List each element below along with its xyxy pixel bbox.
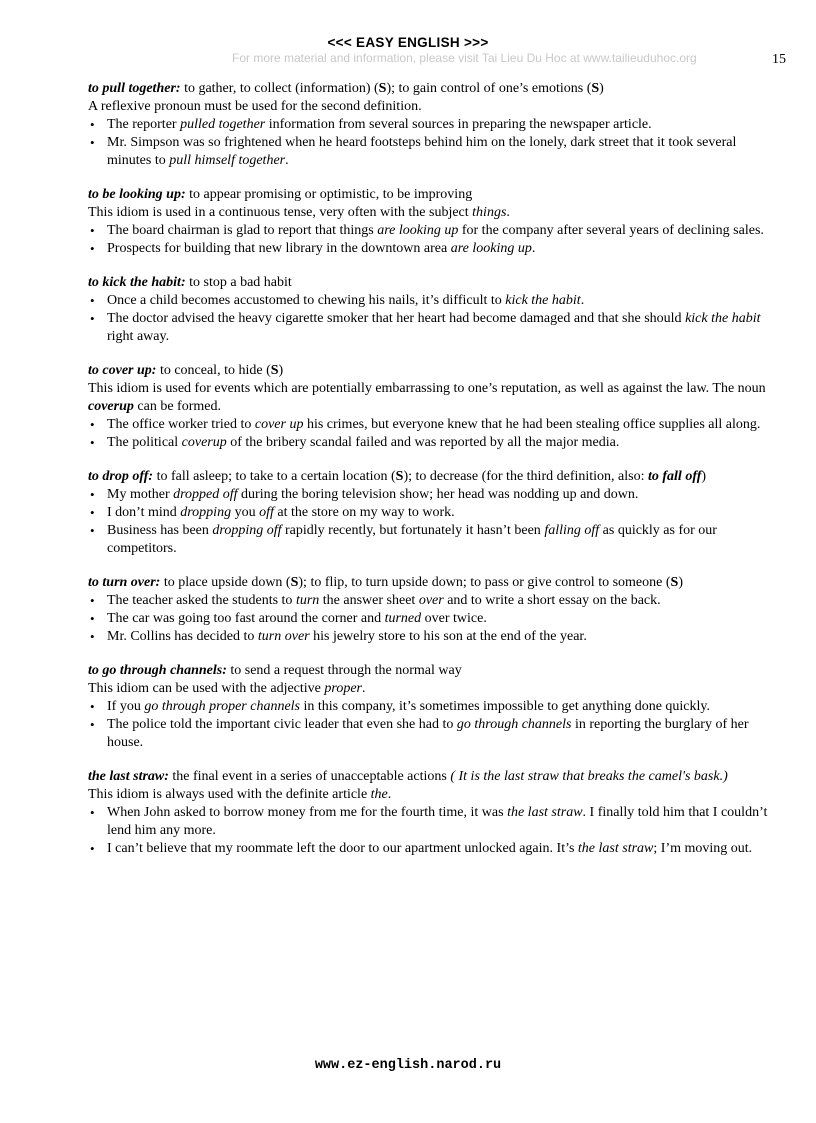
- text-segment: This idiom can be used with the adjective: [88, 681, 325, 696]
- italic-text: turn: [295, 593, 320, 608]
- italic-text: dropping: [180, 505, 232, 520]
- idiom-definition: [88, 274, 778, 292]
- idiom-entry: [88, 662, 778, 752]
- italic-text: things: [472, 205, 507, 220]
- italic-text: pull himself together: [169, 153, 286, 168]
- text-segment: .: [531, 241, 536, 256]
- idiom-definition: [88, 362, 778, 380]
- idiom-term: to cover up:: [88, 363, 157, 378]
- example-item: [88, 134, 778, 170]
- idiom-definition: [88, 662, 778, 680]
- example-item: [88, 504, 778, 522]
- text-segment: The car was going too fast around the corner and: [107, 611, 385, 626]
- italic-text: kick the habit: [685, 311, 761, 326]
- text-segment: information from several sources in preparing the newspaper article.: [265, 117, 652, 132]
- text-segment: in this company, it’s sometimes impossible to get anything done quickly.: [300, 699, 710, 714]
- italic-text: go through proper channels: [144, 699, 301, 714]
- text-segment: you: [231, 505, 260, 520]
- italic-text: cover up: [254, 417, 304, 432]
- italic-text: the last straw: [577, 841, 654, 856]
- footer-url-link[interactable]: www.ez-english.narod.ru: [314, 1058, 502, 1073]
- text-segment: .: [506, 205, 510, 220]
- bold-italic-text: coverup: [88, 399, 134, 414]
- idiom-definition: [88, 768, 778, 786]
- example-list: [88, 116, 778, 170]
- text-segment: .: [285, 153, 289, 168]
- idiom-term: to turn over:: [88, 575, 161, 590]
- text-segment: as quickly as for our competitors.: [107, 523, 717, 556]
- text-segment: ); to decrease (for the third definition, also:: [403, 469, 648, 484]
- bold-text: S: [591, 81, 600, 96]
- page-number: 15: [772, 52, 786, 67]
- italic-text: go through channels: [456, 717, 572, 732]
- text-segment: in reporting the burglary of her house.: [107, 717, 749, 750]
- text-segment: the final event in a series of unacceptable actions: [168, 769, 451, 784]
- example-item: [88, 610, 778, 628]
- example-list: [88, 416, 778, 452]
- bold-text: S: [270, 363, 279, 378]
- bold-text: S: [378, 81, 387, 96]
- bold-text: S: [395, 469, 404, 484]
- example-item: [88, 628, 778, 646]
- idiom-entry: [88, 768, 778, 858]
- italic-text: the last straw: [507, 805, 583, 820]
- text-segment: The doctor advised the heavy cigarette smoker that her heart had become damaged and that she should: [107, 311, 686, 326]
- idiom-term: to go through channels:: [88, 663, 227, 678]
- text-segment: My mother: [107, 487, 174, 502]
- text-segment: to stop a bad habit: [185, 275, 292, 290]
- text-segment: Business has been: [107, 523, 213, 538]
- text-segment: I don’t mind: [107, 505, 181, 520]
- text-segment: Mr. Simpson was so frightened when he heard footsteps behind him on the lonely, dark street that it took several minutes to: [107, 135, 737, 168]
- text-segment: This idiom is used in a continuous tense, very often with the subject: [88, 205, 473, 220]
- bold-text: S: [290, 575, 299, 590]
- text-segment: to place upside down (: [160, 575, 291, 590]
- italic-text: pulled together: [180, 117, 266, 132]
- italic-text: the: [370, 787, 388, 802]
- example-item: [88, 292, 778, 310]
- italic-text: dropping off: [212, 523, 282, 538]
- text-segment: ; I’m moving out.: [653, 841, 753, 856]
- idiom-term: to kick the habit:: [88, 275, 186, 290]
- idiom-definition: [88, 574, 778, 592]
- text-segment: ): [701, 469, 707, 484]
- usage-note: [88, 786, 778, 804]
- text-segment: to appear promising or optimistic, to be improving: [185, 187, 473, 202]
- idiom-definition: [88, 186, 778, 204]
- text-segment: his crimes, but everyone knew that he had been stealing office supplies all along.: [303, 417, 761, 432]
- text-segment: ): [278, 363, 284, 378]
- example-item: [88, 698, 778, 716]
- italic-text: turned: [384, 611, 422, 626]
- idiom-entry: [88, 274, 778, 346]
- example-list: [88, 222, 778, 258]
- text-segment: Prospects for building that new library in the downtown area: [107, 241, 451, 256]
- italic-text: over: [418, 593, 444, 608]
- header-title: <<< EASY ENGLISH >>>: [327, 35, 489, 50]
- idiom-term: the last straw:: [88, 769, 169, 784]
- example-item: [88, 222, 778, 240]
- idiom-definition: [88, 468, 778, 486]
- idiom-term: to be looking up:: [88, 187, 186, 202]
- italic-text: proper: [324, 681, 362, 696]
- example-item: [88, 592, 778, 610]
- text-segment: for the company after several years of declining sales.: [458, 223, 764, 238]
- text-segment: . I finally told him that I couldn’t lend him any more.: [107, 805, 768, 838]
- idiom-entry: [88, 468, 778, 558]
- italic-text: falling off: [544, 523, 600, 538]
- usage-note: [88, 204, 778, 222]
- example-item: [88, 716, 778, 752]
- text-segment: I can’t believe that my roommate left the door to our apartment unlocked again. It’s: [107, 841, 578, 856]
- example-list: [88, 804, 778, 858]
- header-subtitle-link[interactable]: For more material and information, please visit Tai Lieu Du Hoc at www.tailieuduhoc.org: [232, 51, 697, 65]
- text-segment: The political: [107, 435, 182, 450]
- italic-text: ( It is the last straw that breaks the camel's bask.): [450, 769, 728, 784]
- idiom-entry: [88, 186, 778, 258]
- italic-text: are looking up: [450, 241, 532, 256]
- example-list: [88, 292, 778, 346]
- example-item: [88, 434, 778, 452]
- text-segment: his jewelry store to his son at the end of the year.: [309, 629, 587, 644]
- text-segment: This idiom is used for events which are potentially embarrassing to one’s reputation, as well as against the law. The noun: [88, 381, 766, 396]
- italic-text: off: [259, 505, 274, 520]
- idiom-entry: [88, 80, 778, 170]
- text-segment: to conceal, to hide (: [156, 363, 271, 378]
- text-segment: of the bribery scandal failed and was reported by all the major media.: [226, 435, 620, 450]
- text-segment: and to write a short essay on the back.: [443, 593, 661, 608]
- text-segment: can be formed.: [133, 399, 221, 414]
- italic-text: dropped off: [173, 487, 238, 502]
- text-segment: If you: [107, 699, 145, 714]
- text-segment: over twice.: [421, 611, 487, 626]
- usage-note: [88, 380, 778, 416]
- text-segment: Mr. Collins has decided to: [107, 629, 258, 644]
- text-segment: during the boring television show; her head was nodding up and down.: [237, 487, 639, 502]
- example-item: [88, 310, 778, 346]
- example-item: [88, 486, 778, 504]
- italic-text: are looking up: [377, 223, 459, 238]
- text-segment: .: [361, 681, 366, 696]
- example-item: [88, 240, 778, 258]
- idiom-list: [88, 80, 778, 874]
- italic-text: kick the habit: [505, 293, 581, 308]
- text-segment: .: [580, 293, 585, 308]
- idiom-term: to drop off:: [88, 469, 154, 484]
- text-segment: ): [599, 81, 604, 96]
- italic-text: coverup: [181, 435, 227, 450]
- text-segment: ); to flip, to turn upside down; to pass or give control to someone (: [298, 575, 671, 590]
- idiom-entry: [88, 362, 778, 452]
- text-segment: The office worker tried to: [107, 417, 255, 432]
- text-segment: to send a request through the normal way: [226, 663, 462, 678]
- text-segment: The reporter: [107, 117, 181, 132]
- text-segment: the answer sheet: [319, 593, 419, 608]
- text-segment: This idiom is always used with the definite article: [88, 787, 371, 802]
- example-list: [88, 698, 778, 752]
- text-segment: rapidly recently, but fortunately it hasn’t been: [281, 523, 545, 538]
- example-item: [88, 522, 778, 558]
- usage-note: [88, 680, 778, 698]
- example-list: [88, 592, 778, 646]
- idiom-entry: [88, 574, 778, 646]
- text-segment: When John asked to borrow money from me for the fourth time, it was: [107, 805, 508, 820]
- text-segment: ); to gain control of one’s emotions (: [386, 81, 592, 96]
- text-segment: The police told the important civic leader that even she had to: [107, 717, 457, 732]
- example-item: [88, 416, 778, 434]
- text-segment: right away.: [107, 329, 170, 344]
- bold-italic-text: to fall off: [647, 469, 702, 484]
- idiom-definition: [88, 80, 778, 98]
- text-segment: The teacher asked the students to: [107, 593, 296, 608]
- text-segment: to fall asleep; to take to a certain location (: [153, 469, 396, 484]
- bold-text: S: [670, 575, 679, 590]
- text-segment: .: [387, 787, 392, 802]
- text-segment: at the store on my way to work.: [273, 505, 455, 520]
- example-list: [88, 486, 778, 558]
- usage-note: [88, 98, 778, 116]
- text-segment: The board chairman is glad to report that things: [107, 223, 378, 238]
- text-segment: to gather, to collect (information) (: [180, 81, 379, 96]
- italic-text: turn over: [257, 629, 310, 644]
- idiom-term: to pull together:: [88, 81, 181, 96]
- example-item: [88, 804, 778, 840]
- text-segment: Once a child becomes accustomed to chewing his nails, it’s difficult to: [107, 293, 506, 308]
- text-segment: ): [678, 575, 683, 590]
- example-item: [88, 840, 778, 858]
- example-item: [88, 116, 778, 134]
- text-segment: A reflexive pronoun must be used for the second definition.: [88, 99, 422, 114]
